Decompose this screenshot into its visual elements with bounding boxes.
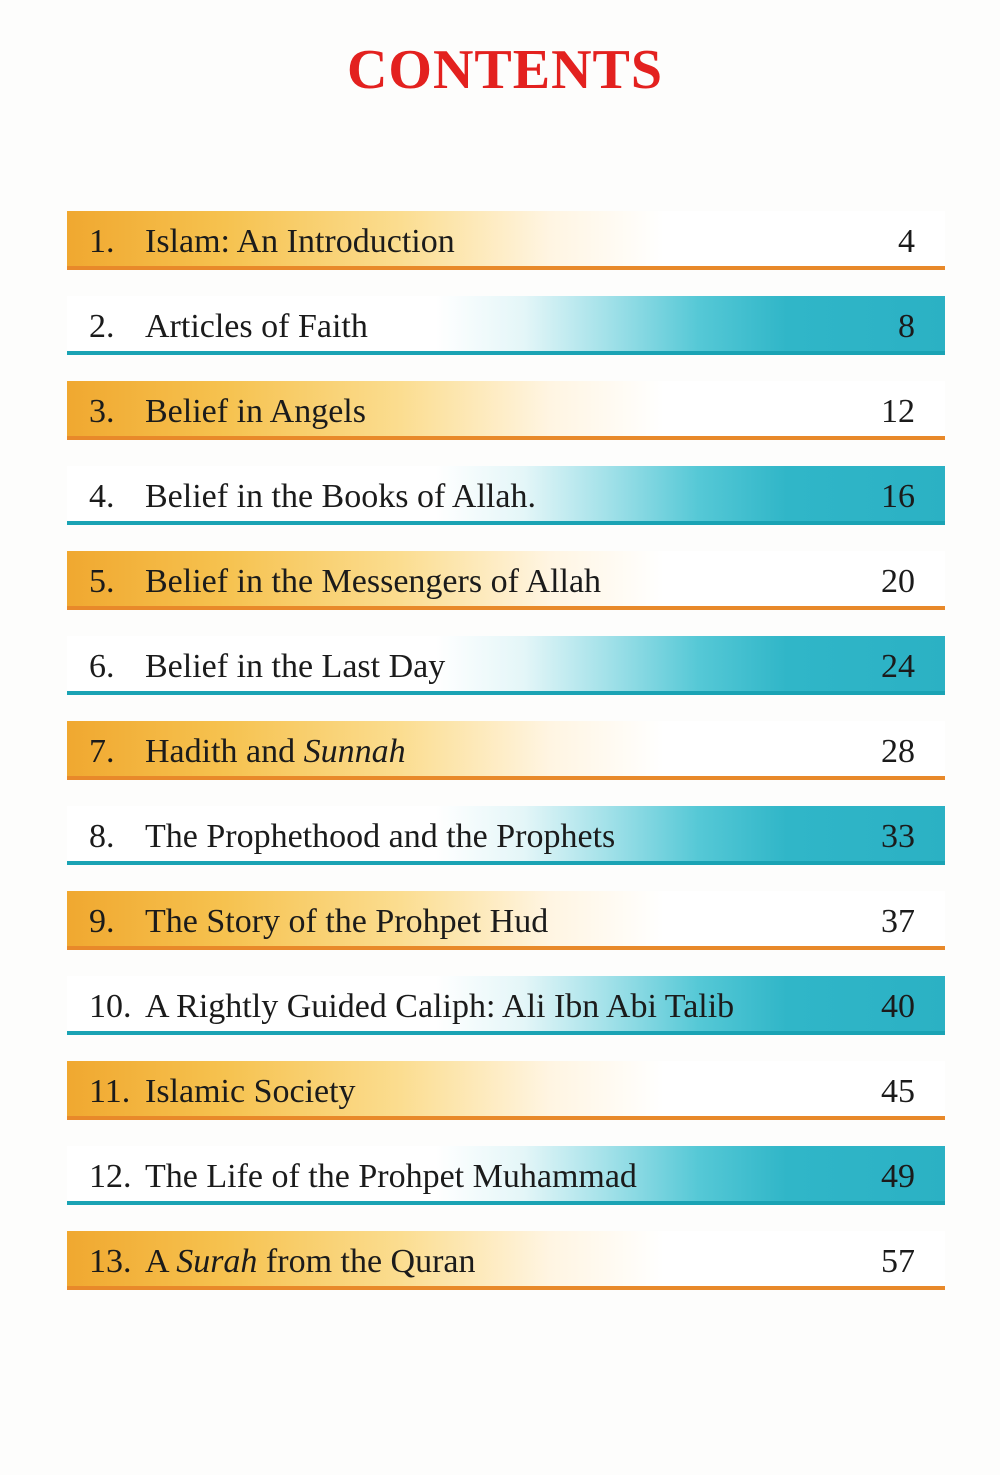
toc-entry[interactable] <box>67 721 945 780</box>
toc-entry-number: 13. <box>89 1243 132 1280</box>
toc-entry-page-number: 49 <box>881 1158 915 1195</box>
toc-entry-number: 5. <box>89 563 115 600</box>
toc-entry-title <box>145 903 548 941</box>
toc-entry-title-part: Surah <box>176 1243 258 1280</box>
toc-entry[interactable] <box>67 1061 945 1120</box>
toc-entry-title-part: Sunnah <box>303 733 406 770</box>
toc-entry-title <box>145 1243 476 1281</box>
toc-entry-number: 12. <box>89 1158 132 1195</box>
toc-entry-title-part: A <box>145 1243 177 1280</box>
toc-entry-title-part: The Prophethood and the Prophets <box>145 818 616 855</box>
toc-entry-title-part: Articles of Faith <box>145 308 368 345</box>
toc-entry-title <box>145 308 368 346</box>
toc-entry-number: 6. <box>89 648 115 685</box>
toc-entry-number: 8. <box>89 818 115 855</box>
toc-entry[interactable] <box>67 211 945 270</box>
toc-entry[interactable] <box>67 466 945 525</box>
toc-entry-title-part: Belief in the Last Day <box>145 648 446 685</box>
toc-entry-title <box>145 223 455 261</box>
toc-entry[interactable] <box>67 976 945 1035</box>
toc-entry-title-part: Islam: An Introduction <box>145 223 455 260</box>
toc-entry-page-number: 45 <box>881 1073 915 1110</box>
toc-entry-title <box>145 733 406 771</box>
toc-entry-page-number: 57 <box>881 1243 915 1280</box>
toc-entry[interactable] <box>67 551 945 610</box>
toc-entry[interactable] <box>67 381 945 440</box>
toc-entry-number: 11. <box>89 1073 131 1110</box>
toc-entry-title <box>145 478 536 516</box>
toc-entry[interactable] <box>67 636 945 695</box>
toc-entry-title <box>145 1158 637 1196</box>
toc-entry-page-number: 4 <box>898 223 915 260</box>
toc-entry-page-number: 16 <box>881 478 915 515</box>
toc-entry-number: 7. <box>89 733 115 770</box>
toc-entry[interactable] <box>67 1231 945 1290</box>
toc-entry-page-number: 12 <box>881 393 915 430</box>
toc-entry-title-part: from the Quran <box>257 1243 476 1280</box>
toc-entry-title-part: Belief in the Books of Allah. <box>145 478 536 515</box>
toc-entry-page-number: 37 <box>881 903 915 940</box>
toc-entry-title-part: Belief in the Messengers of Allah <box>145 563 602 600</box>
toc-entry[interactable] <box>67 891 945 950</box>
toc-entry-page-number: 8 <box>898 308 915 345</box>
toc-entry-title <box>145 988 734 1026</box>
toc-entry-title <box>145 563 601 601</box>
toc-entry-page-number: 24 <box>881 648 915 685</box>
toc-entry-page-number: 40 <box>881 988 915 1025</box>
page-title: CONTENTS <box>346 39 664 101</box>
toc-entry-number: 10. <box>89 988 132 1025</box>
toc-entry-number: 4. <box>89 478 115 515</box>
toc-entry-number: 1. <box>89 223 115 260</box>
toc-entry-number: 3. <box>89 393 115 430</box>
toc-entry-page-number: 28 <box>881 733 915 770</box>
toc-entry[interactable] <box>67 296 945 355</box>
toc-entry-title-part: A Rightly Guided Caliph: Ali Ibn Abi Talib <box>145 988 735 1025</box>
table-of-contents <box>67 211 945 1316</box>
toc-entry-page-number: 33 <box>881 818 915 855</box>
toc-entry-title <box>145 648 445 686</box>
toc-entry-page-number: 20 <box>881 563 915 600</box>
toc-entry-title <box>145 818 615 856</box>
toc-entry-title <box>145 393 366 431</box>
toc-entry-title <box>145 1073 356 1111</box>
toc-entry-number: 2. <box>89 308 115 345</box>
toc-entry-title-part: Hadith and <box>145 733 304 770</box>
toc-entry[interactable] <box>67 1146 945 1205</box>
toc-entry-title-part: The Story of the Prohpet Hud <box>145 903 549 940</box>
toc-entry-title-part: Belief in Angels <box>145 393 366 430</box>
toc-entry-number: 9. <box>89 903 115 940</box>
toc-entry-title-part: The Life of the Prohpet Muhammad <box>145 1158 637 1195</box>
toc-entry-title-part: Islamic Society <box>145 1073 356 1110</box>
toc-entry[interactable] <box>67 806 945 865</box>
